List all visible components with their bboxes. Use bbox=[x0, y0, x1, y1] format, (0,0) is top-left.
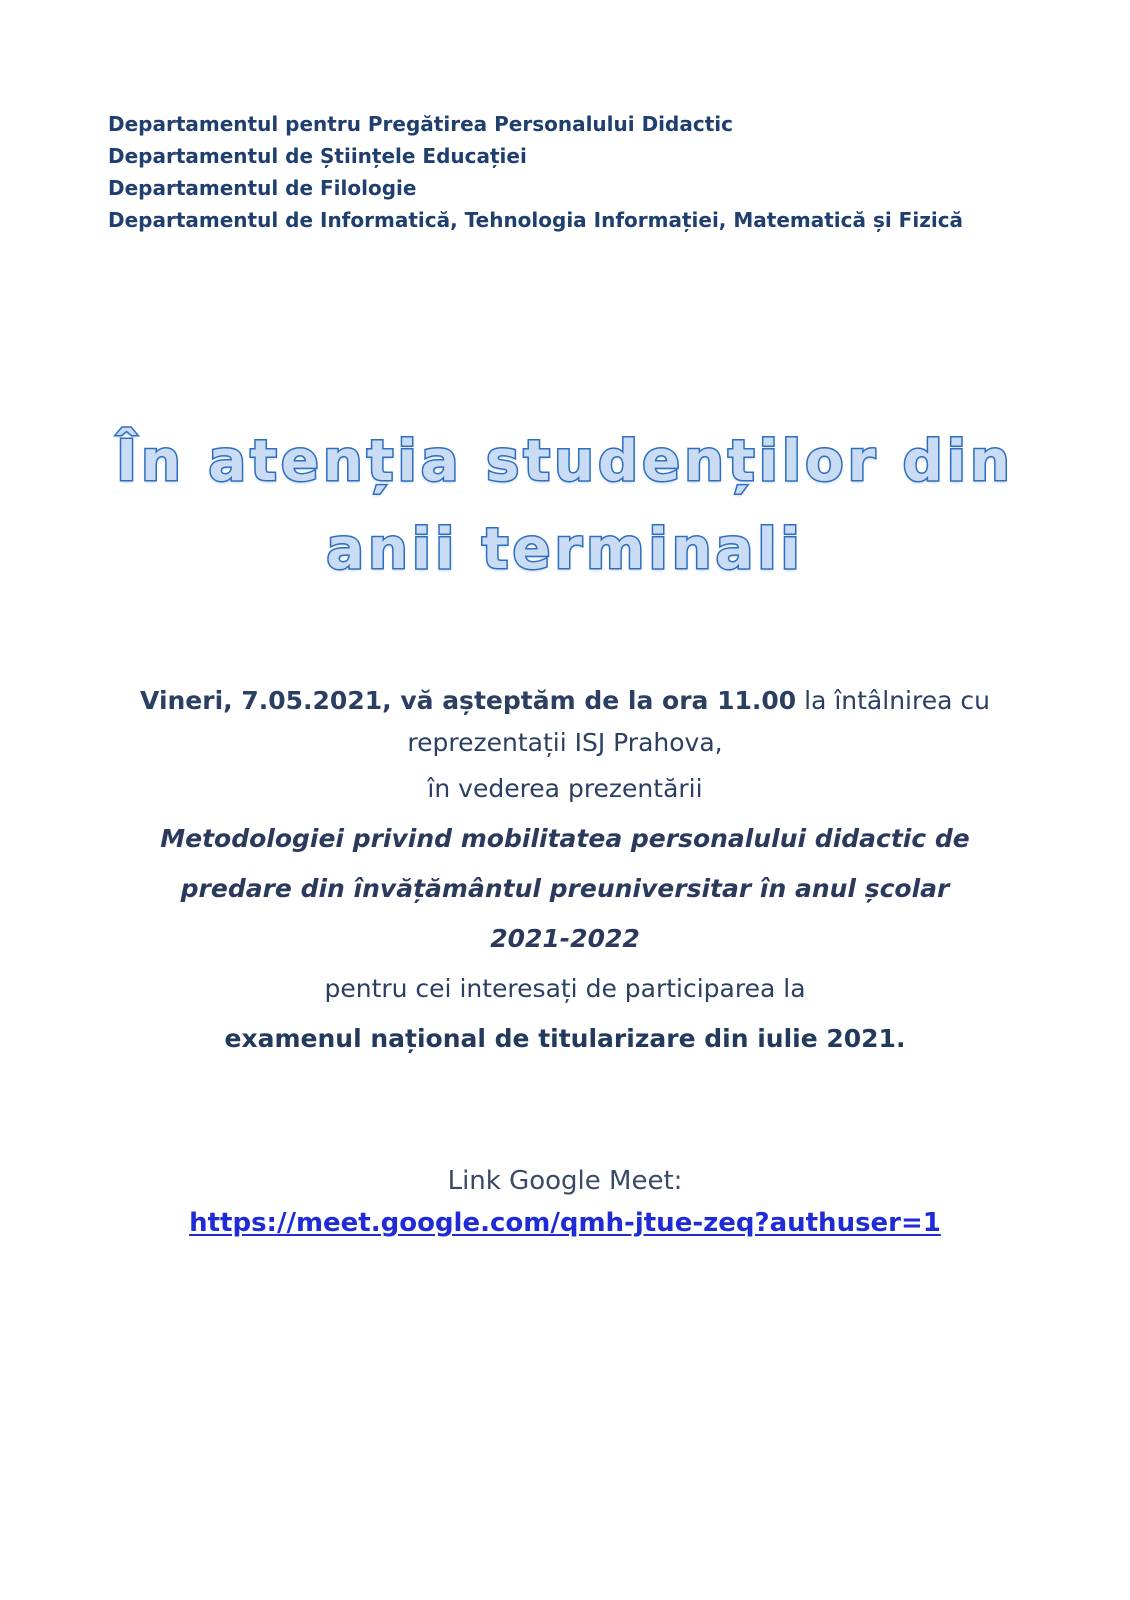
announcement bbox=[0, 680, 1130, 1064]
exam-text: examenul național de titularizare din iulie 2021. bbox=[224, 1024, 906, 1053]
department-item: Departamentul de Informatică, Tehnologia Informației, Matematică și Fizică bbox=[108, 208, 964, 232]
department-item: Departamentul pentru Pregătirea Personalului Didactic bbox=[108, 112, 733, 136]
meet-section bbox=[0, 1160, 1130, 1244]
meet-label: Link Google Meet: bbox=[447, 1166, 683, 1196]
title-line-2: anii terminali bbox=[326, 517, 804, 582]
representatives-text: reprezentații ISJ Prahova, bbox=[407, 728, 723, 757]
methodology-title-line-1: Metodologiei privind mobilitatea personalului didactic de bbox=[160, 824, 970, 853]
department-item: Departamentul de Științele Educației bbox=[108, 144, 527, 168]
department-item: Departamentul de Filologie bbox=[108, 176, 417, 200]
title-line-1: În atenția studenților din bbox=[116, 429, 1014, 494]
meeting-with-text: la întâlnirea cu bbox=[796, 686, 990, 715]
methodology-title-line-2: predare din învățământul preuniversitar în anul școlar bbox=[180, 874, 950, 903]
department-list bbox=[108, 108, 963, 236]
date-time-line bbox=[0, 680, 1130, 722]
date-time-text: Vineri, 7.05.2021, vă așteptăm de la ora 11.00 bbox=[140, 686, 797, 715]
purpose-text: în vederea prezentării bbox=[427, 774, 703, 803]
audience-text: pentru cei interesați de participarea la bbox=[324, 974, 806, 1003]
meet-link[interactable]: https://meet.google.com/qmh-jtue-zeq?authuser=1 bbox=[189, 1208, 941, 1238]
page-title bbox=[0, 418, 1130, 594]
school-year-text: 2021-2022 bbox=[490, 924, 640, 953]
